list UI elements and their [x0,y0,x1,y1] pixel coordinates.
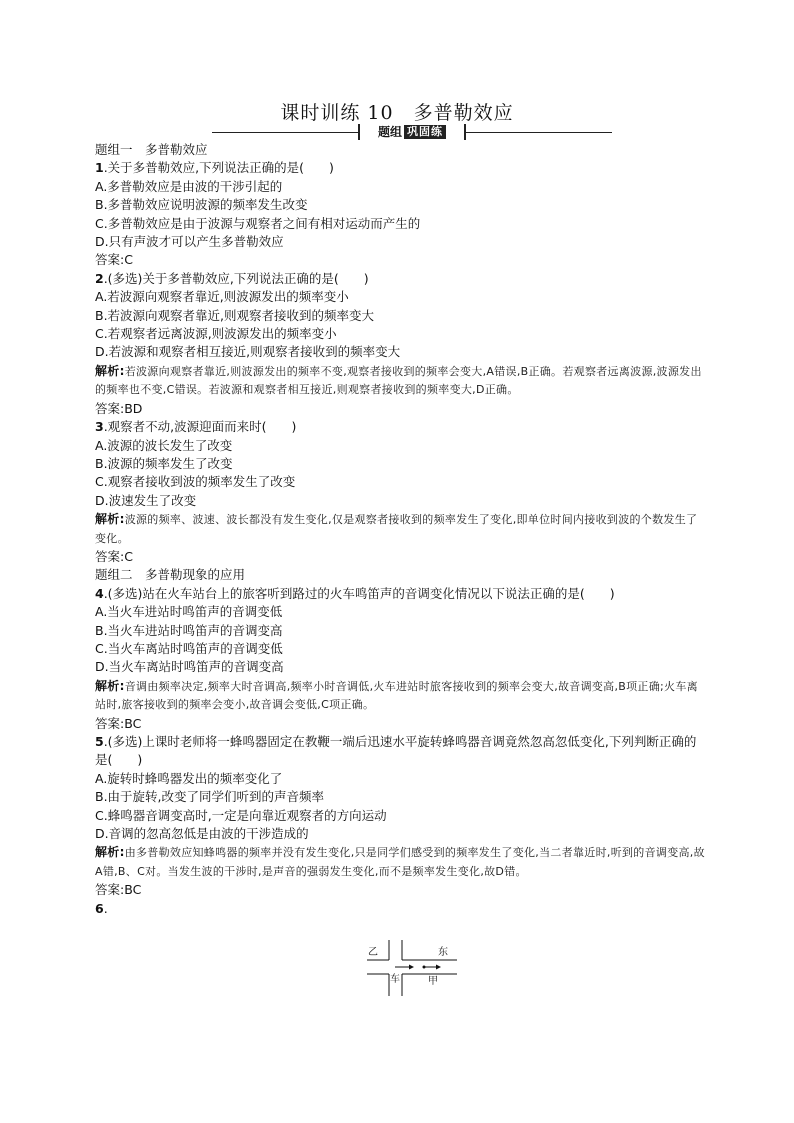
car-arrowhead [409,965,414,970]
question-2 [95,270,705,418]
question-1 [95,159,705,269]
option-c: C.当火车离站时鸣笛声的音调变低 [95,640,283,656]
analysis-label: 解析: [95,512,125,527]
analysis: 解析:音调由频率决定,频率大时音调高,频率小时音调低,火车进站时旅客接收到的频率会变大,故音调变高,B项正确;火车离站时,旅客接收到的频率会变小,故音调会变低,C项正确。 [95,678,698,712]
page-title: 课时训练 10 多普勒效应 [280,102,514,124]
label-che: 车 [390,974,400,985]
banner-box [358,124,466,140]
question-number: 2 [95,270,104,286]
question-stem: 5.(多选)上课时老师将一蜂鸣器固定在教鞭一端后迅速水平旋转蜂鸣器音调竟然忽高忽低变化,下列判断正确的是( ) [95,734,697,768]
option-c: C.多普勒效应是由于波源与观察者之间有相对运动而产生的 [95,215,421,231]
analysis: 解析:由多普勒效应知蜂鸣器的频率并没有发生变化,只是同学们感受到的频率发生了变化,当二者靠近时,听到的音调变高,故A错,B、C对。当发生波的干涉时,是声音的强弱发生变化,而不是频率发生变化,故D错。 [95,845,705,878]
option-a: A.当火车进站时鸣笛声的音调变低 [95,604,283,620]
option-c: C.观察者接收到波的频率发生了改变 [95,474,296,490]
analysis-label: 解析: [95,363,125,378]
question-3 [95,418,705,566]
label-dong: 东 [438,947,448,958]
crossroad-diagram [365,938,465,998]
option-d: D.音调的忽高忽低是由波的干涉造成的 [95,826,309,842]
option-d: D.只有声波才可以产生多普勒效应 [95,234,284,250]
option-b: B.多普勒效应说明波源的频率发生改变 [95,197,308,213]
option-b: B.若波源向观察者靠近,则观察者接收到的频率变大 [95,307,375,323]
banner-rule-right [466,132,612,133]
option-d: D.波速发生了改变 [95,492,197,508]
option-b: B.由于旋转,改变了同学们听到的声音频率 [95,789,325,805]
answer: 答案:BC [95,882,142,898]
option-c: C.蜂鸣器音调变高时,一定是向靠近观察者的方向运动 [95,807,387,823]
option-a: A.波源的波长发生了改变 [95,437,233,453]
question-stem: 3.观察者不动,波源迎面而来时( ) [95,419,297,435]
group-heading-1: 题组一 多普勒效应 [95,142,208,157]
question-6 [95,900,705,918]
option-a: A.多普勒效应是由波的干涉引起的 [95,178,283,194]
label-yi: 乙 [368,947,378,958]
exercise-content [95,141,705,918]
analysis-label: 解析: [95,845,125,860]
question-stem: 1.关于多普勒效应,下列说法正确的是( ) [95,160,334,176]
option-b: B.当火车进站时鸣笛声的音调变高 [95,622,283,638]
banner-tag: 巩固练 [404,125,446,139]
listener-arrowhead [436,965,441,970]
analysis-label: 解析: [95,678,125,693]
answer: 答案:BD [95,400,143,416]
crossroad-figure [365,938,465,998]
question-stem: 6. [95,900,108,916]
group-heading-2: 题组二 多普勒现象的应用 [95,567,246,583]
question-5 [95,733,705,900]
option-c: C.若观察者远离波源,则波源发出的频率变小 [95,326,337,342]
option-d: D.当火车离站时鸣笛声的音调变高 [95,659,284,675]
question-number: 6 [95,900,104,916]
answer: 答案:BC [95,715,142,731]
banner-rule-left [212,132,358,133]
question-number: 4 [95,585,104,601]
answer: 答案:C [95,252,133,268]
question-number: 3 [95,419,104,435]
question-4 [95,585,705,733]
option-a: A.旋转时蜂鸣器发出的频率变化了 [95,770,283,786]
question-number: 5 [95,734,104,749]
question-stem: 4.(多选)站在火车站台上的旅客听到路过的火车鸣笛声的音调变化情况以下说法正确的是( ) [95,585,615,601]
answer: 答案:C [95,548,133,564]
label-jia: 甲 [428,976,438,987]
option-d: D.若波源和观察者相互接近,则观察者接收到的频率变大 [95,344,401,360]
option-b: B.波源的频率发生了改变 [95,455,233,471]
analysis: 解析:若波源向观察者靠近,则波源发出的频率不变,观察者接收到的频率会变大,A错误,B正确。若观察者远离波源,波源发出的频率也不变,C错误。若波源和观察者相互接近,则观察者接收到的频率变大,D正确。 [95,363,702,397]
section-banner [212,124,612,140]
question-number: 1 [95,160,104,176]
analysis: 解析:波源的频率、波速、波长都没有发生变化,仅是观察者接收到的频率发生了变化,即单位时间内接收到波的个数发生了变化。 [95,512,698,545]
question-stem: 2.(多选)关于多普勒效应,下列说法正确的是( ) [95,270,369,286]
banner-label: 题组 [377,125,402,139]
option-a: A.若波源向观察者靠近,则波源发出的频率变小 [95,289,349,305]
